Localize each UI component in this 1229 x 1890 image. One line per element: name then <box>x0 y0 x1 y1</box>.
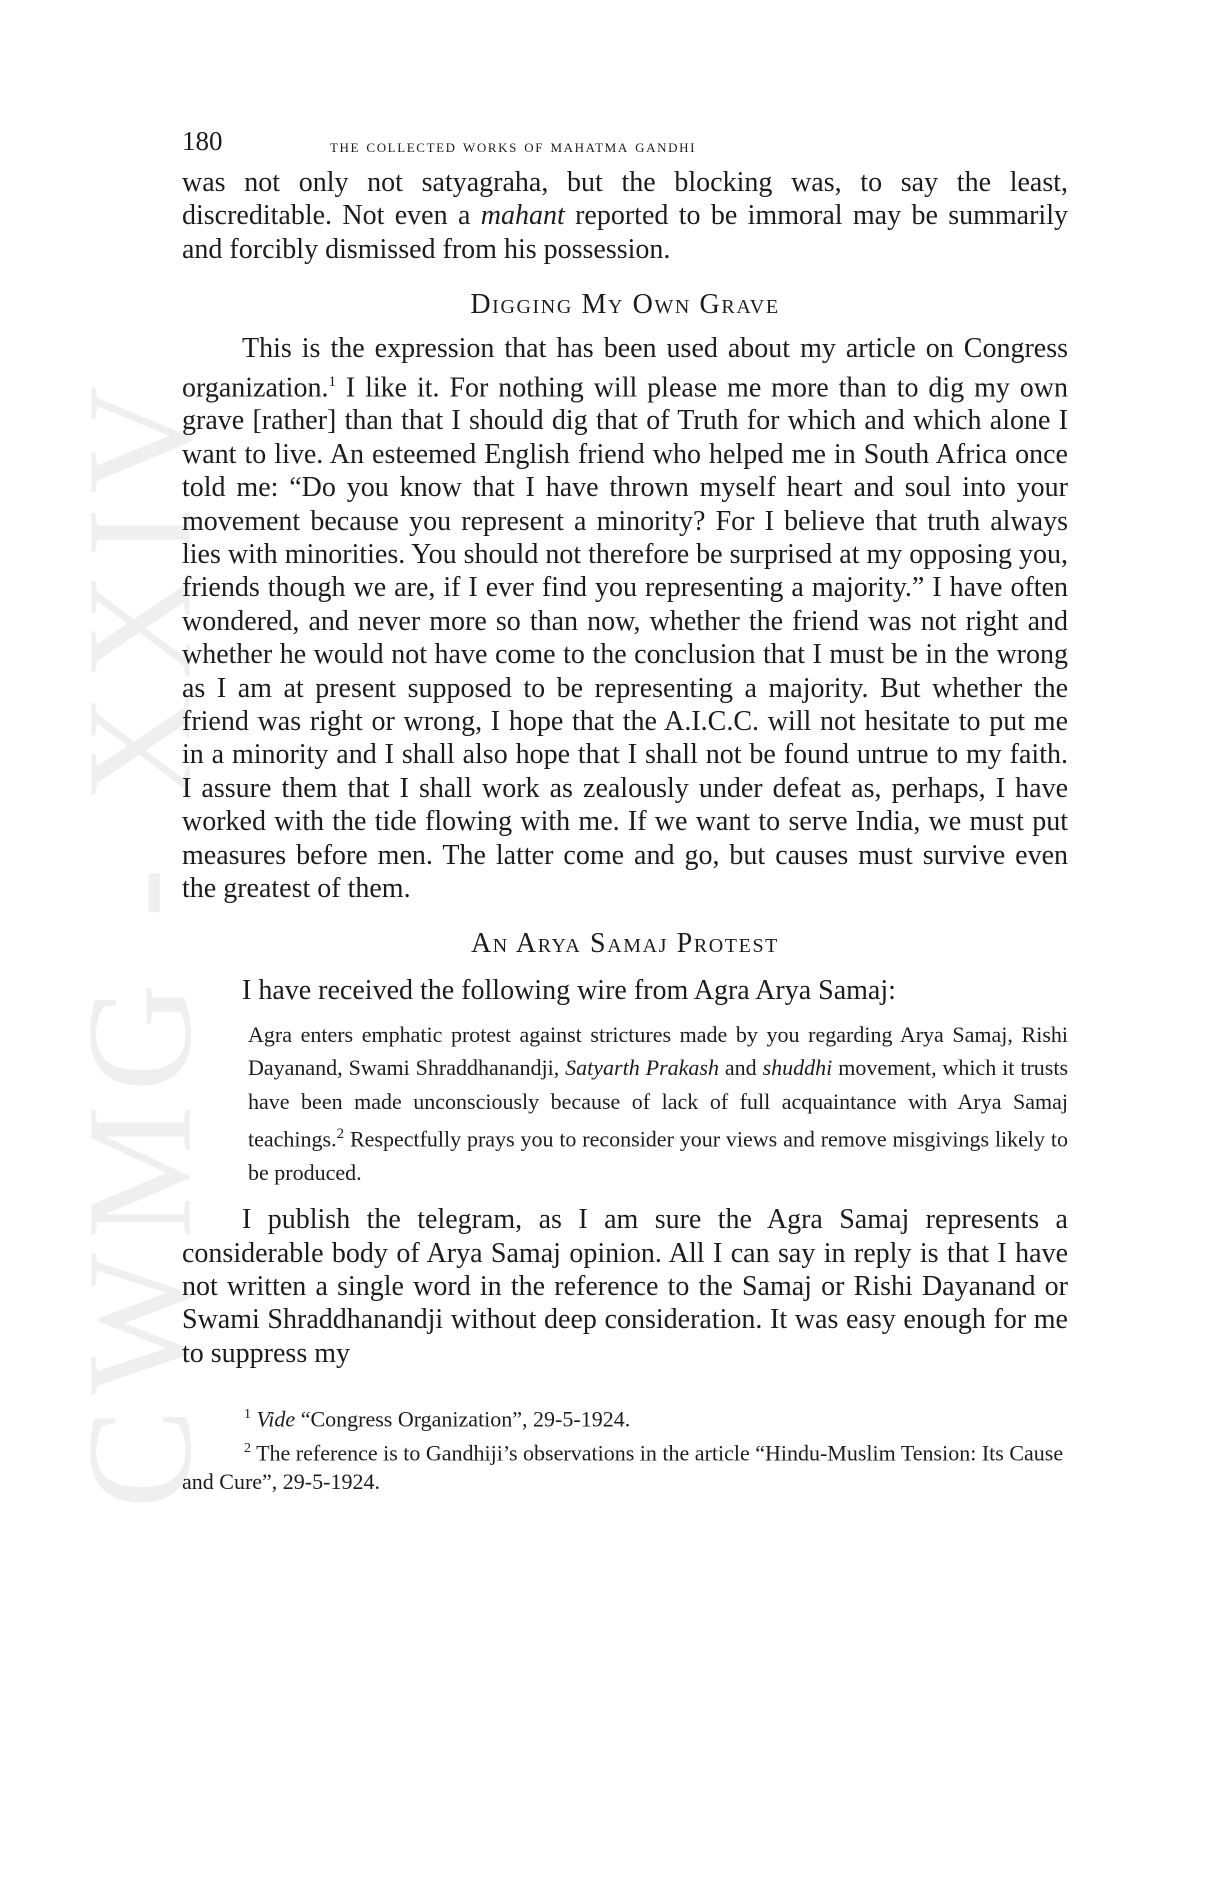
page-number: 180 <box>182 126 223 156</box>
footnote-text: The reference is to Gandhiji’s observations in the article “Hindu-Muslim Tension: Its Cause and Cure”, 29-5-1924. <box>182 1439 1064 1494</box>
footnote-text: “Congress Organization”, 29-5-1924. <box>295 1406 631 1432</box>
footnote-marker: 1 <box>328 373 336 390</box>
text-run: Agra enters emphatic protest against strictures made by you regarding Arya Samaj, Rishi Dayanand, Swami Shraddhanandji, <box>248 1021 1068 1081</box>
text-run: I like it. For nothing will please me more than to dig my own grave [rather] than that I should dig that of Truth for which and which alone I want to live. An esteemed English friend who helped me in South Africa once told me: “Do you know that I have thrown myself heart and soul into your movement because you represent a minority? For I believe that truth always lies with minorities. You should not therefore be surprised at my opposing you, friends though we are, if I ever find you representing a majority.” I have often wondered, and never more so than now, whether the friend was not right and whether he would not have come to the conclusion that I must be in the wrong as I am at present supposed to be representing a majority. But whether the friend was right or wrong, I hope that the A.I.C.C. will not hesitate to put me in a minority and I shall also hope that I shall not be found untrue to my faith. I assure them that I shall work as zealously under defeat as, perhaps, I have worked with the tide flowing with me. If we want to serve India, we must put measures before men. The latter come and go, but causes must survive even the greatest of them. <box>182 371 1068 905</box>
italic-term: shuddhi <box>762 1055 833 1081</box>
footnote-number: 2 <box>244 1440 251 1456</box>
running-head <box>182 126 1068 166</box>
footnote-marker: 2 <box>336 1126 345 1143</box>
text-run: This is the expression that has been used about my article on Congress organization. <box>182 333 1068 403</box>
section1-paragraph <box>182 332 1068 905</box>
running-title: the collected works of mahatma gandhi <box>330 136 697 157</box>
footnotes <box>182 1400 1068 1496</box>
text-run: was not only not satyagraha, but the blocking was, to say the least, discreditable. Not even a <box>182 167 1068 232</box>
section-heading-digging-my-own-grave: Digging My Own Grave <box>470 289 780 321</box>
italic-term: mahant <box>480 200 565 232</box>
section2-intro: I have received the following wire from Agra Arya Samaj: <box>242 975 896 1007</box>
continued-paragraph <box>182 166 1068 266</box>
page <box>182 126 1068 1496</box>
footnote-1 <box>182 1400 1068 1433</box>
watermark-text: CWMG - XXIV <box>57 371 224 1509</box>
section-heading-arya-samaj-protest: An Arya Samaj Protest <box>470 928 779 960</box>
italic-book-title: Satyarth Prakash <box>565 1055 719 1081</box>
italic-vide: Vide <box>256 1406 296 1432</box>
section2-paragraph: I publish the telegram, as I am sure the Agra Samaj represents a considerable body of Arya Samaj opinion. All I can say in reply is that I have not written a single word in the reference to the Samaj or Rishi Dayanand or Swami Shraddhanandji without deep consideration. It was easy enough for me to suppress my <box>182 1204 1068 1369</box>
footnote-number: 1 <box>244 1407 251 1423</box>
footnote-2 <box>182 1434 1068 1496</box>
text-run: Respectfully prays you to reconsider your views and remove misgivings likely to be produced. <box>248 1126 1068 1185</box>
text-run: reported to be immoral may be summarily and forcibly dismissed from his possession. <box>182 200 1068 265</box>
text-run: movement, which it trusts have been made unconsciously because of lack of full acquaintance with Arya Samaj teachings. <box>248 1055 1069 1152</box>
text-run: and <box>718 1055 763 1081</box>
telegram-quote <box>248 1018 1068 1189</box>
